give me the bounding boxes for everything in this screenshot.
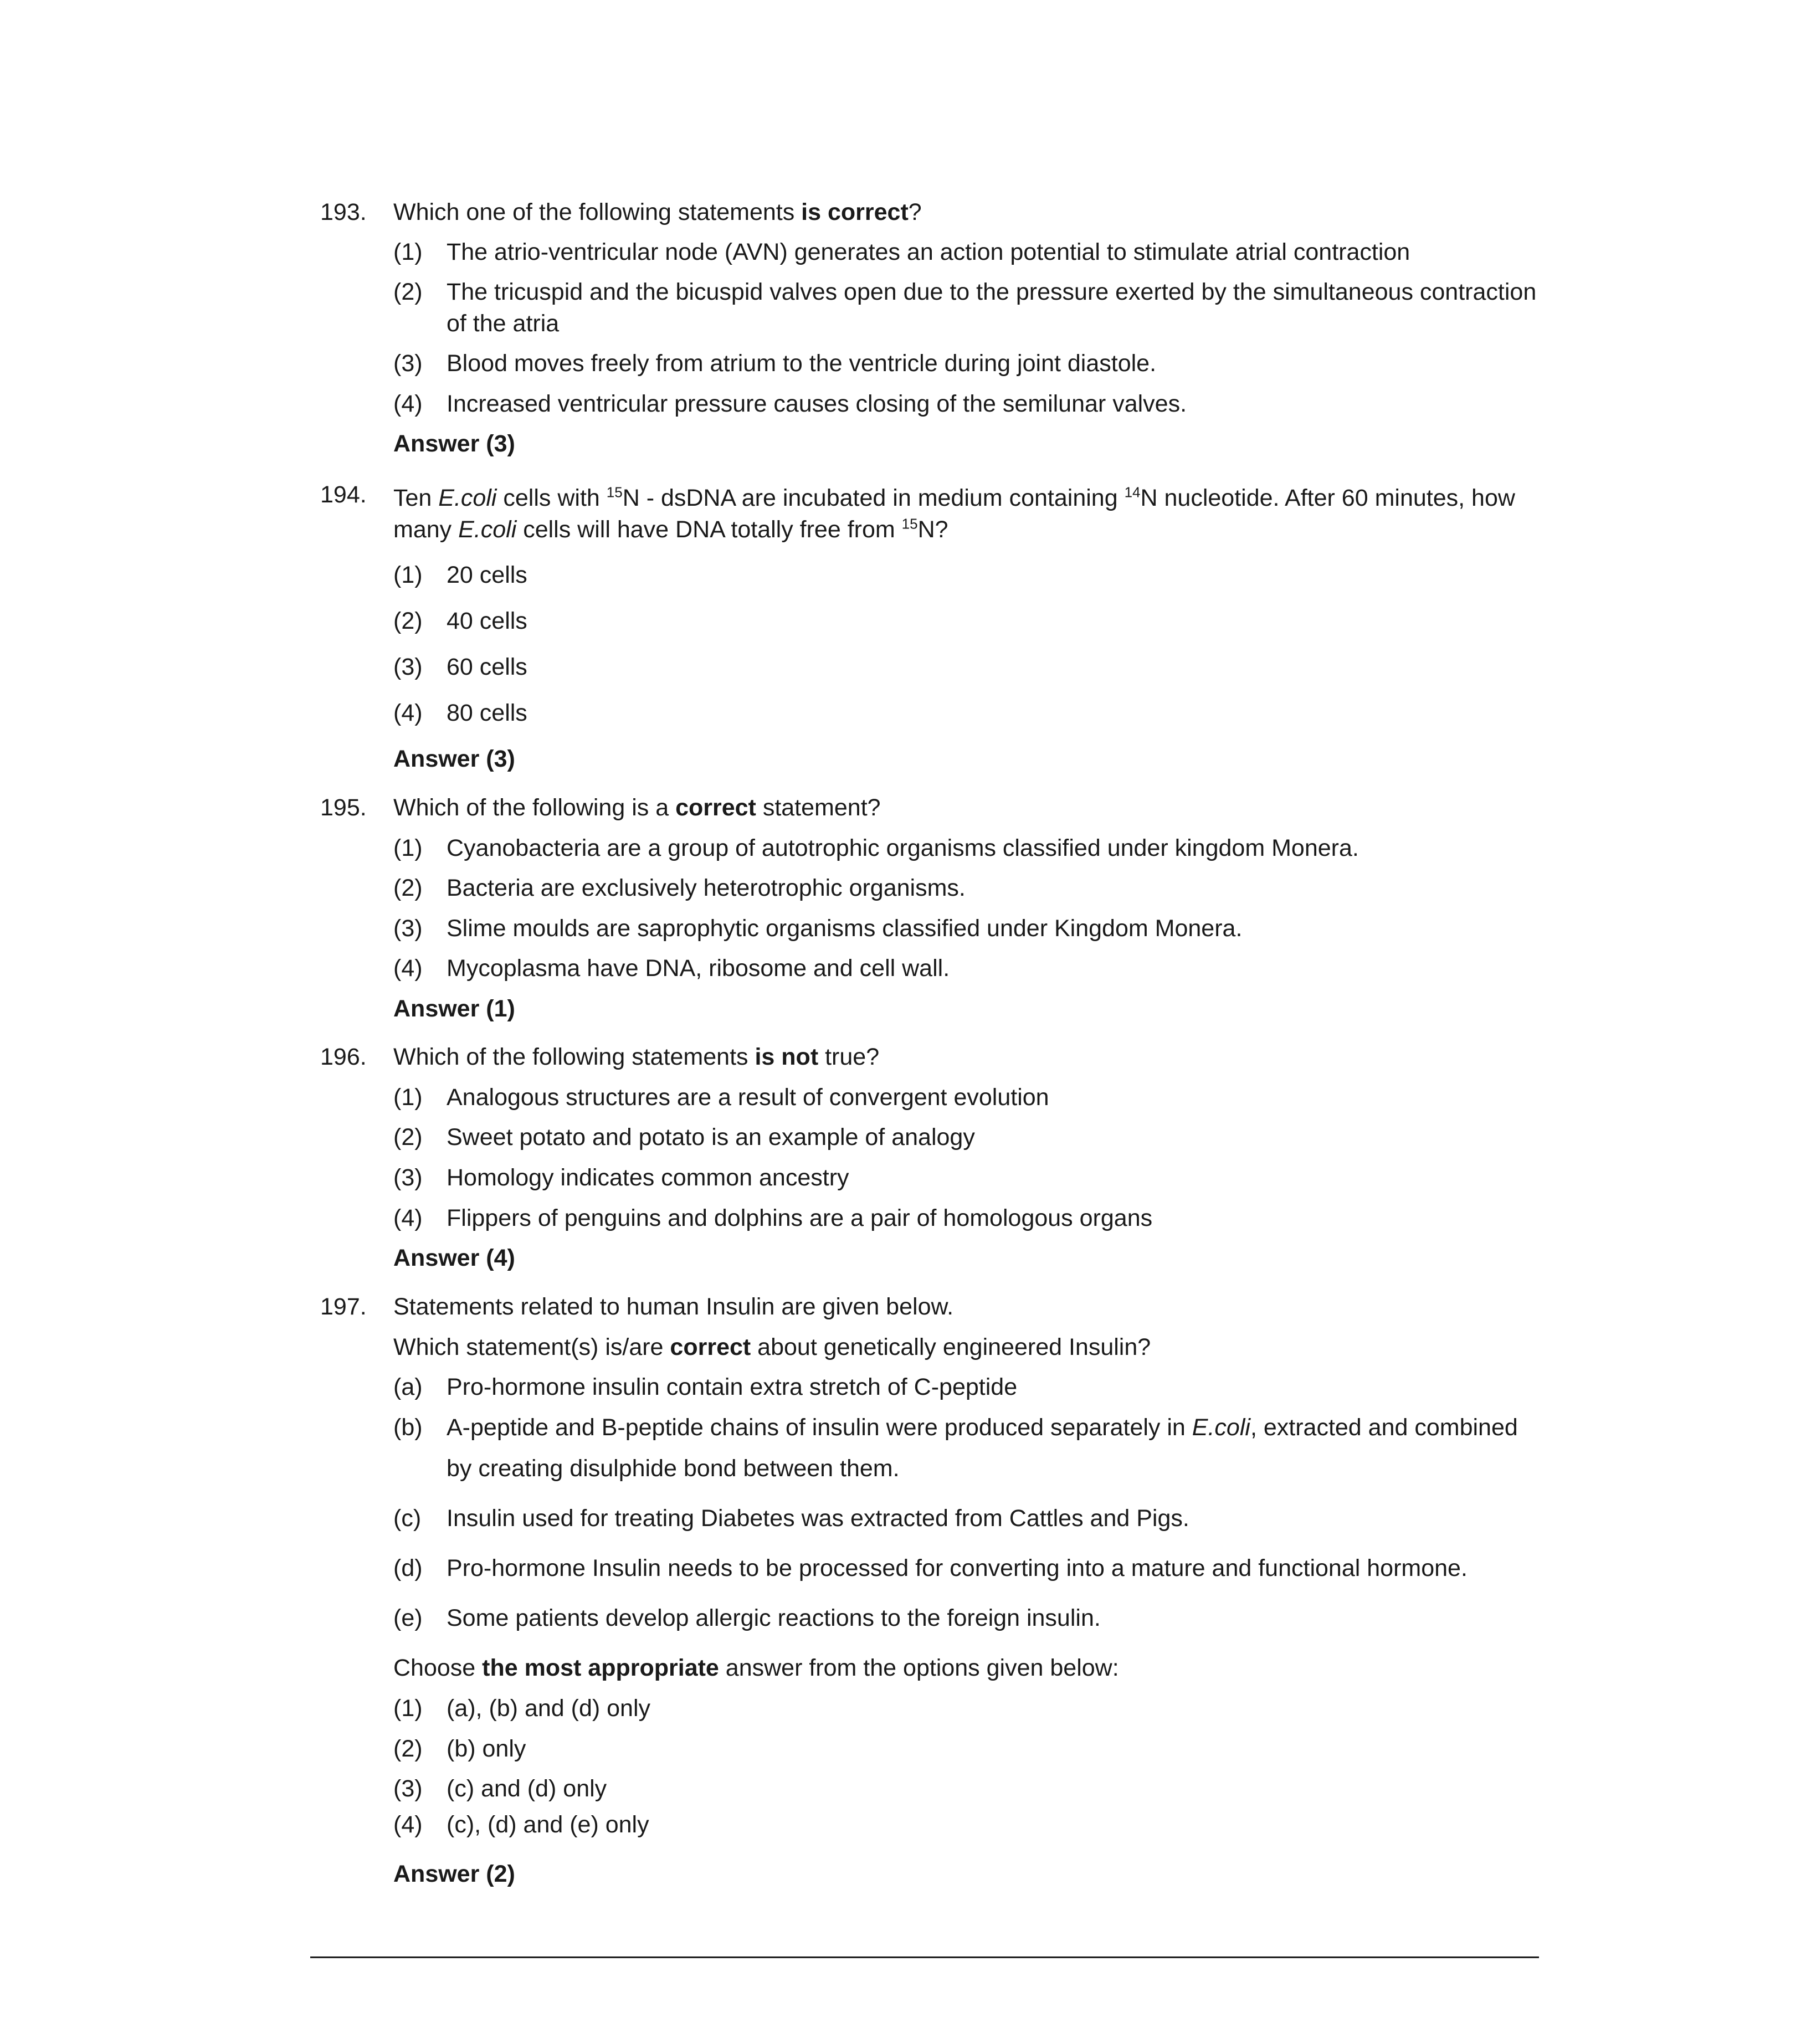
- option-label: (1): [393, 239, 423, 265]
- option-text: The atrio-ventricular node (AVN) generates an action potential to stimulate atrial contraction: [447, 239, 1410, 265]
- option-text: Homology indicates common ancestry: [447, 1164, 849, 1191]
- question-stem: Which one of the following statements is correct?: [393, 199, 922, 225]
- option-label: (2): [393, 608, 423, 634]
- statement-text-continued: by creating disulphide bond between them.: [447, 1455, 900, 1482]
- answer-label: Answer (1): [393, 995, 515, 1022]
- statement-label: (a): [393, 1374, 423, 1400]
- option-text: 80 cells: [447, 700, 527, 726]
- statement-text: A-peptide and B-peptide chains of insulin were produced separately in E.coli, extracted and combined: [447, 1414, 1518, 1441]
- option-text: 40 cells: [447, 608, 527, 634]
- statement-label: (d): [393, 1555, 423, 1581]
- question-stem: Which of the following is a correct statement?: [393, 794, 881, 821]
- option-text: (b) only: [447, 1735, 526, 1762]
- option-text: (c), (d) and (e) only: [447, 1811, 649, 1838]
- option-label: (4): [393, 1811, 423, 1838]
- question-number: 195.: [320, 794, 367, 821]
- answer-label: Answer (3): [393, 746, 515, 772]
- option-label: (1): [393, 835, 423, 861]
- option-text: Bacteria are exclusively heterotrophic organisms.: [447, 875, 966, 901]
- option-text: Sweet potato and potato is an example of analogy: [447, 1124, 975, 1151]
- option-label: (2): [393, 875, 423, 901]
- option-text: Slime moulds are saprophytic organisms classified under Kingdom Monera.: [447, 915, 1243, 942]
- answer-label: Answer (4): [393, 1245, 515, 1271]
- option-label: (1): [393, 1084, 423, 1111]
- option-label: (4): [393, 955, 423, 982]
- option-text: Mycoplasma have DNA, ribosome and cell wall.: [447, 955, 950, 982]
- question-number: 197.: [320, 1293, 367, 1320]
- option-label: (3): [393, 1775, 423, 1802]
- statement-text: Pro-hormone insulin contain extra stretch of C-peptide: [447, 1374, 1018, 1400]
- answer-label: Answer (3): [393, 430, 515, 457]
- option-text: Increased ventricular pressure causes closing of the semilunar valves.: [447, 391, 1187, 417]
- question-number: 193.: [320, 199, 367, 225]
- option-text: Flippers of penguins and dolphins are a pair of homologous organs: [447, 1205, 1153, 1231]
- statement-label: (e): [393, 1605, 423, 1631]
- choose-instruction: Choose the most appropriate answer from the options given below:: [393, 1655, 1119, 1681]
- statement-label: (b): [393, 1414, 423, 1441]
- question-stem-continued: Which statement(s) is/are correct about genetically engineered Insulin?: [393, 1334, 1151, 1360]
- statement-label: (c): [393, 1505, 422, 1532]
- question-stem-continued: many E.coli cells will have DNA totally free from $^{15}$N?: [393, 515, 948, 543]
- option-label: (4): [393, 1205, 423, 1231]
- option-text: 20 cells: [447, 562, 527, 588]
- option-text: Analogous structures are a result of convergent evolution: [447, 1084, 1049, 1111]
- option-label: (3): [393, 1164, 423, 1191]
- option-label: (1): [393, 562, 423, 588]
- question-number: 196.: [320, 1044, 367, 1070]
- option-label: (3): [393, 654, 423, 680]
- option-label: (2): [393, 279, 423, 305]
- statement-text: Some patients develop allergic reactions to the foreign insulin.: [447, 1605, 1101, 1631]
- option-label: (3): [393, 915, 423, 942]
- option-label: (4): [393, 700, 423, 726]
- option-label: (3): [393, 350, 423, 377]
- option-label: (1): [393, 1695, 423, 1722]
- option-text: 60 cells: [447, 654, 527, 680]
- option-text-continued: of the atria: [447, 310, 560, 337]
- option-text: The tricuspid and the bicuspid valves open due to the pressure exerted by the simultaneous contraction: [447, 279, 1537, 305]
- question-number: 194.: [320, 481, 367, 508]
- option-text: (a), (b) and (d) only: [447, 1695, 651, 1722]
- question-stem: Ten E.coli cells with $^{15}$N - dsDNA are incubated in medium containing $^{14}$N nucleotide. After 60 minutes, how: [393, 484, 1515, 511]
- option-label: (4): [393, 391, 423, 417]
- footer-divider: [310, 1956, 1539, 1958]
- answer-label: Answer (2): [393, 1861, 515, 1887]
- statement-text: Insulin used for treating Diabetes was extracted from Cattles and Pigs.: [447, 1505, 1189, 1532]
- statement-text: Pro-hormone Insulin needs to be processed for converting into a mature and functional hormone.: [447, 1555, 1468, 1581]
- option-label: (2): [393, 1735, 423, 1762]
- option-text: Cyanobacteria are a group of autotrophic organisms classified under kingdom Monera.: [447, 835, 1359, 861]
- option-label: (2): [393, 1124, 423, 1151]
- question-stem: Statements related to human Insulin are given below.: [393, 1293, 954, 1320]
- option-text: Blood moves freely from atrium to the ventricle during joint diastole.: [447, 350, 1157, 377]
- question-stem: Which of the following statements is not true?: [393, 1044, 880, 1070]
- option-text: (c) and (d) only: [447, 1775, 607, 1802]
